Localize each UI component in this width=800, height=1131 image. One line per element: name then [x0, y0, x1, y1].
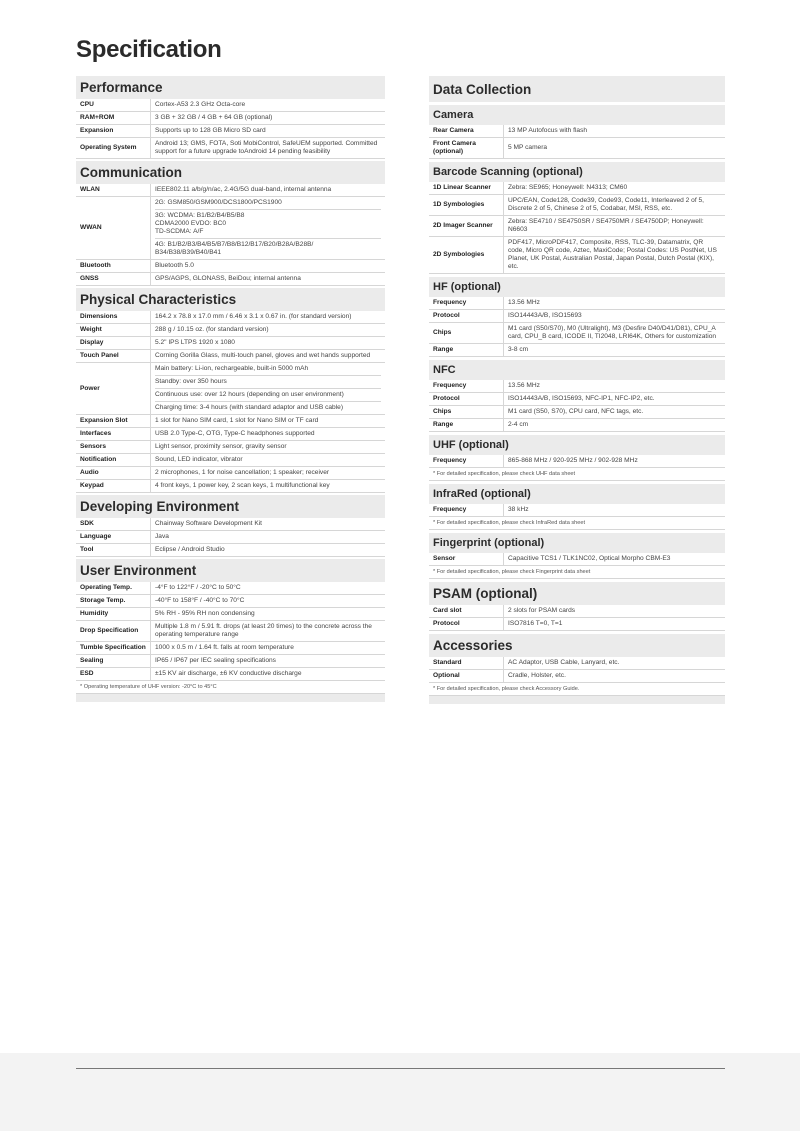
- spec-row: [76, 531, 385, 544]
- camera-table: [429, 125, 725, 159]
- spec-value: 38 kHz: [504, 504, 726, 517]
- spec-label: Sealing: [76, 655, 151, 668]
- spec-label: Frequency: [429, 504, 504, 517]
- spec-row: [429, 344, 725, 357]
- spec-label: Display: [76, 337, 151, 350]
- spec-value: Capacitive TCS1 / TLK1NC02, Optical Morpho CBM-E3: [504, 553, 726, 566]
- spec-label: Protocol: [429, 618, 504, 631]
- spec-value: M1 card (S50/S70), M0 (Ultralight), M3 (Desfire D40/D41/D81), CPU_A card, CPU_B card, ICODE II, TI2048, LRI64K, Others for customization: [504, 323, 726, 344]
- spec-value: Corning Gorilla Glass, multi-touch panel, gloves and wet hands supported: [151, 350, 386, 363]
- spec-value: USB 2.0 Type-C, OTG, Type-C headphones supported: [151, 428, 386, 441]
- spec-label: Standard: [429, 657, 504, 670]
- spec-row: [76, 337, 385, 350]
- spec-row: [76, 311, 385, 324]
- section-physical: [76, 288, 385, 493]
- spec-row: [429, 125, 725, 138]
- left-column-end-bar: [76, 694, 385, 702]
- spec-value-group: [151, 197, 386, 260]
- spec-label: CPU: [76, 99, 151, 112]
- spec-label: Expansion: [76, 125, 151, 138]
- spec-label: Tool: [76, 544, 151, 557]
- spec-label: Range: [429, 419, 504, 432]
- spec-value: M1 card (S50, S70), CPU card, NFC tags, etc.: [504, 406, 726, 419]
- section-nfc: [429, 360, 725, 432]
- spec-value: Standby: over 350 hours: [155, 376, 381, 389]
- spec-value: Light sensor, proximity sensor, gravity sensor: [151, 441, 386, 454]
- spec-label: Touch Panel: [76, 350, 151, 363]
- infrared-footnote: * For detailed specification, please check InfraRed data sheet: [429, 517, 725, 530]
- section-developing: [76, 495, 385, 557]
- spec-row: [76, 642, 385, 655]
- section-camera: [429, 105, 725, 159]
- section-fingerprint: [429, 533, 725, 579]
- spec-label: Bluetooth: [76, 260, 151, 273]
- fingerprint-table: [429, 553, 725, 566]
- spec-row: [76, 273, 385, 286]
- spec-value: PDF417, MicroPDF417, Composite, RSS, TLC-39, Datamatrix, QR code, Micro QR code, Aztec, MaxiCode; Postal Codes: US PostNet, US Planet, UK Postal, Australian Postal, Japan Postal, Dutch Postal (KIX), etc.: [504, 237, 726, 274]
- spec-row: [429, 553, 725, 566]
- spec-row: [76, 138, 385, 159]
- communication-heading: Communication: [76, 161, 385, 184]
- section-communication: [76, 161, 385, 286]
- section-hf: [429, 277, 725, 357]
- spec-label: Operating Temp.: [76, 582, 151, 595]
- spec-row: [429, 138, 725, 159]
- spec-label: Protocol: [429, 310, 504, 323]
- communication-table: [76, 184, 385, 286]
- spec-label: Front Camera (optional): [429, 138, 504, 159]
- spec-label: 1D Symbologies: [429, 195, 504, 216]
- section-barcode: [429, 162, 725, 274]
- psam-heading: PSAM (optional): [429, 582, 725, 605]
- spec-row: [429, 504, 725, 517]
- spec-value: GPS/AGPS, GLONASS, BeiDou; internal antenna: [151, 273, 386, 286]
- spec-value: Cortex-A53 2.3 GHz Octa-core: [151, 99, 386, 112]
- spec-value: 4 front keys, 1 power key, 2 scan keys, 1 multifunctional key: [151, 480, 386, 493]
- spec-label: Frequency: [429, 455, 504, 468]
- spec-value: Android 13; GMS, FOTA, Soti MobiControl, SafeUEM supported. Committed support for a future upgrade toAndroid 14 pending feasibility: [151, 138, 386, 159]
- spec-value: 5.2" IPS LTPS 1920 x 1080: [151, 337, 386, 350]
- uhf-table: [429, 455, 725, 468]
- spec-value: Java: [151, 531, 386, 544]
- spec-label: Language: [76, 531, 151, 544]
- spec-label: GNSS: [76, 273, 151, 286]
- nfc-heading: NFC: [429, 360, 725, 380]
- spec-value: 2 microphones, 1 for noise cancellation; 1 speaker; receiver: [151, 467, 386, 480]
- spec-label: Dimensions: [76, 311, 151, 324]
- spec-row: [76, 544, 385, 557]
- spec-row: [76, 260, 385, 273]
- spec-row: [76, 184, 385, 197]
- barcode-heading: Barcode Scanning (optional): [429, 162, 725, 182]
- section-accessories: [429, 634, 725, 696]
- uhf-footnote: * For detailed specification, please check UHF data sheet: [429, 468, 725, 481]
- section-user: [76, 559, 385, 694]
- spec-row: [76, 454, 385, 467]
- spec-row: [76, 428, 385, 441]
- infrared-heading: InfraRed (optional): [429, 484, 725, 504]
- spec-row: [76, 467, 385, 480]
- spec-row: [76, 415, 385, 428]
- spec-label: Drop Specification: [76, 621, 151, 642]
- uhf-heading: UHF (optional): [429, 435, 725, 455]
- spec-label: 2D Imager Scanner: [429, 216, 504, 237]
- spec-label: Optional: [429, 670, 504, 683]
- physical-heading: Physical Characteristics: [76, 288, 385, 311]
- spec-label: RAM+ROM: [76, 112, 151, 125]
- spec-value: Supports up to 128 GB Micro SD card: [151, 125, 386, 138]
- fingerprint-heading: Fingerprint (optional): [429, 533, 725, 553]
- spec-row: [429, 455, 725, 468]
- spec-label: Operating System: [76, 138, 151, 159]
- spec-value: 3 GB + 32 GB / 4 GB + 64 GB (optional): [151, 112, 386, 125]
- data-collection-heading: Data Collection: [429, 76, 725, 102]
- spec-value: Zebra: SE4710 / SE4750SR / SE4750MR / SE4750DP; Honeywell: N6603: [504, 216, 726, 237]
- spec-value: 4G: B1/B2/B3/B4/B5/B7/B8/B12/B17/B20/B28A/B28B/ B34/B38/B39/B40/B41: [155, 241, 314, 256]
- spec-label: Humidity: [76, 608, 151, 621]
- performance-table: [76, 99, 385, 159]
- spec-row: [76, 621, 385, 642]
- spec-value: Chainway Software Development Kit: [151, 518, 386, 531]
- spec-row: [76, 480, 385, 493]
- developing-table: [76, 518, 385, 557]
- spec-value: 2-4 cm: [504, 419, 726, 432]
- spec-value: 3-8 cm: [504, 344, 726, 357]
- spec-value: 2 slots for PSAM cards: [504, 605, 726, 618]
- spec-row: [76, 668, 385, 681]
- spec-value: IEEE802.11 a/b/g/n/ac, 2.4G/5G dual-band, internal antenna: [151, 184, 386, 197]
- spec-label: Sensor: [429, 553, 504, 566]
- spec-value: 3G: WCDMA: B1/B2/B4/B5/B8 CDMA2000 EVDO: BC0 TD-SCDMA: A/F: [155, 210, 381, 239]
- spec-value: 1000 x 0.5 m / 1.64 ft. falls at room temperature: [151, 642, 386, 655]
- spec-row: [76, 518, 385, 531]
- spec-row: [76, 125, 385, 138]
- spec-row: [76, 350, 385, 363]
- spec-row: [76, 324, 385, 337]
- spec-value: ±15 KV air discharge, ±6 KV conductive discharge: [151, 668, 386, 681]
- section-psam: [429, 582, 725, 631]
- spec-value: Sound, LED indicator, vibrator: [151, 454, 386, 467]
- spec-label: Expansion Slot: [76, 415, 151, 428]
- spec-row: [76, 595, 385, 608]
- accessories-footnote: * For detailed specification, please check Accessory Guide.: [429, 683, 725, 696]
- spec-value: -40°F to 158°F / -40°C to 70°C: [151, 595, 386, 608]
- spec-row: [429, 297, 725, 310]
- footer-divider: [76, 1068, 725, 1069]
- user-footnote: * Operating temperature of UHF version: -20°C to 45°C: [76, 681, 385, 694]
- spec-row: [76, 99, 385, 112]
- spec-label: Protocol: [429, 393, 504, 406]
- hf-table: [429, 297, 725, 357]
- left-column: [76, 76, 385, 702]
- infrared-table: [429, 504, 725, 517]
- user-heading: User Environment: [76, 559, 385, 582]
- right-column: [429, 76, 725, 704]
- spec-row: [76, 441, 385, 454]
- spec-label: WWAN: [76, 197, 151, 260]
- spec-value: UPC/EAN, Code128, Code39, Code93, Code11, Interleaved 2 of 5, Discrete 2 of 5, Chinese 2 of 5, Codabar, MSI, RSS, etc.: [504, 195, 726, 216]
- spec-label: 1D Linear Scanner: [429, 182, 504, 195]
- spec-label: Card slot: [429, 605, 504, 618]
- page-title: Specification: [76, 36, 222, 63]
- spec-row: [429, 393, 725, 406]
- developing-heading: Developing Environment: [76, 495, 385, 518]
- spec-label: Storage Temp.: [76, 595, 151, 608]
- spec-row: [76, 363, 385, 415]
- spec-value: Eclipse / Android Studio: [151, 544, 386, 557]
- spec-value: ISO7816 T=0, T=1: [504, 618, 726, 631]
- spec-label: Range: [429, 344, 504, 357]
- spec-value: 2G: GSM850/GSM900/DCS1800/PCS1900: [155, 197, 381, 210]
- spec-row: [429, 323, 725, 344]
- spec-value-group: [151, 363, 386, 415]
- spec-value: 164.2 x 78.8 x 17.0 mm / 6.46 x 3.1 x 0.67 in. (for standard version): [151, 311, 386, 324]
- footer-band: [0, 1053, 800, 1131]
- accessories-heading: Accessories: [429, 634, 725, 657]
- spec-value: 5% RH - 95% RH non condensing: [151, 608, 386, 621]
- spec-row: [429, 195, 725, 216]
- spec-label: Frequency: [429, 297, 504, 310]
- user-table: [76, 582, 385, 681]
- spec-value: Bluetooth 5.0: [151, 260, 386, 273]
- spec-value: 13.56 MHz: [504, 297, 726, 310]
- spec-value: AC Adaptor, USB Cable, Lanyard, etc.: [504, 657, 726, 670]
- spec-row: [429, 406, 725, 419]
- spec-row: [429, 182, 725, 195]
- spec-label: Tumble Specification: [76, 642, 151, 655]
- spec-row: [429, 310, 725, 323]
- spec-value: 13.56 MHz: [504, 380, 726, 393]
- spec-label: ESD: [76, 668, 151, 681]
- performance-heading: Performance: [76, 76, 385, 99]
- spec-row: [76, 112, 385, 125]
- spec-value: Cradle, Holster, etc.: [504, 670, 726, 683]
- spec-row: [76, 608, 385, 621]
- spec-value: 1 slot for Nano SIM card, 1 slot for Nano SIM or TF card: [151, 415, 386, 428]
- spec-label: Weight: [76, 324, 151, 337]
- camera-heading: Camera: [429, 105, 725, 125]
- spec-value: ISO14443A/B, ISO15693, NFC-IP1, NFC-IP2, etc.: [504, 393, 726, 406]
- physical-table: [76, 311, 385, 493]
- spec-value: Charging time: 3-4 hours (with standard adaptor and USB cable): [155, 404, 344, 411]
- barcode-table: [429, 182, 725, 274]
- spec-value: -4°F to 122°F / -20°C to 50°C: [151, 582, 386, 595]
- spec-label: Audio: [76, 467, 151, 480]
- spec-label: WLAN: [76, 184, 151, 197]
- spec-row: [429, 670, 725, 683]
- spec-value: Main battery: Li-ion, rechargeable, built-in 5000 mAh: [155, 363, 381, 376]
- spec-label: Notification: [76, 454, 151, 467]
- hf-heading: HF (optional): [429, 277, 725, 297]
- spec-value: IP65 / IP67 per IEC sealing specifications: [151, 655, 386, 668]
- right-column-end-bar: [429, 696, 725, 704]
- spec-row: [76, 582, 385, 595]
- psam-table: [429, 605, 725, 631]
- spec-row: [429, 380, 725, 393]
- spec-value: 865-868 MHz / 920-925 MHz / 902-928 MHz: [504, 455, 726, 468]
- spec-row: [429, 237, 725, 274]
- spec-label: Chips: [429, 406, 504, 419]
- spec-value: Continuous use: over 12 hours (depending on user environment): [155, 389, 381, 402]
- spec-label: Keypad: [76, 480, 151, 493]
- spec-row: [429, 605, 725, 618]
- spec-label: Chips: [429, 323, 504, 344]
- spec-value: 5 MP camera: [504, 138, 726, 159]
- spec-row: [429, 657, 725, 670]
- spec-label: 2D Symbologies: [429, 237, 504, 274]
- spec-row: [429, 216, 725, 237]
- spec-value: Multiple 1.8 m / 5.91 ft. drops (at least 20 times) to the concrete across the operating temperature range: [151, 621, 386, 642]
- spec-value: Zebra: SE965; Honeywell: N4313; CM60: [504, 182, 726, 195]
- spec-label: SDK: [76, 518, 151, 531]
- fingerprint-footnote: * For detailed specification, please check Fingerprint data sheet: [429, 566, 725, 579]
- section-performance: [76, 76, 385, 159]
- spec-row: [429, 618, 725, 631]
- spec-label: Power: [76, 363, 151, 415]
- spec-label: Interfaces: [76, 428, 151, 441]
- spec-row: [76, 655, 385, 668]
- spec-row: [429, 419, 725, 432]
- spec-row: [76, 197, 385, 260]
- spec-label: Frequency: [429, 380, 504, 393]
- spec-label: Rear Camera: [429, 125, 504, 138]
- nfc-table: [429, 380, 725, 432]
- spec-value: 13 MP Autofocus with flash: [504, 125, 726, 138]
- spec-value: 288 g / 10.15 oz. (for standard version): [151, 324, 386, 337]
- accessories-table: [429, 657, 725, 683]
- spec-label: Sensors: [76, 441, 151, 454]
- section-infrared: [429, 484, 725, 530]
- spec-value: ISO14443A/B, ISO15693: [504, 310, 726, 323]
- section-uhf: [429, 435, 725, 481]
